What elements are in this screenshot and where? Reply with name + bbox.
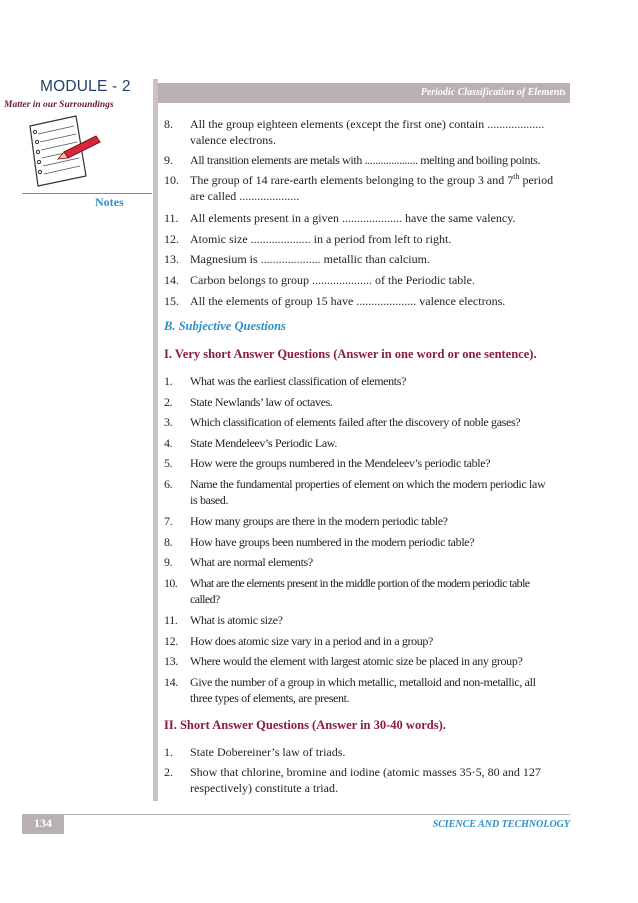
list-item — [164, 476, 574, 508]
item-text-cont: are called .................... — [190, 189, 300, 203]
item-number: 5. — [164, 456, 173, 470]
item-text: All the elements of group 15 have .................... valence electrons. — [190, 294, 506, 308]
item-text: Atomic size .................... in a period from left to right. — [190, 232, 452, 246]
item-number: 11. — [164, 613, 178, 627]
footer-rule — [22, 814, 570, 815]
item-text-cont: called? — [190, 592, 220, 606]
item-text: Where would the element with largest atomic size be placed in any group? — [190, 654, 523, 668]
list-item — [164, 272, 574, 288]
item-number: 13. — [164, 252, 179, 266]
item-text: How many groups are there in the modern periodic table? — [190, 514, 448, 528]
list-item — [164, 172, 574, 204]
item-text-cont: valence electrons. — [190, 133, 276, 147]
item-text: All the group eighteen elements (except the first one) contain ................... — [190, 117, 545, 131]
list-item — [164, 414, 574, 430]
item-number: 1. — [164, 745, 173, 759]
list-item — [164, 435, 574, 451]
list-item — [164, 373, 574, 389]
list-item — [164, 653, 574, 669]
item-number: 8. — [164, 535, 173, 549]
item-text: Carbon belongs to group .................... of the Periodic table. — [190, 273, 475, 287]
item-number: 9. — [164, 555, 173, 569]
item-text — [190, 172, 574, 188]
item-number: 15. — [164, 294, 179, 308]
item-number: 10. — [164, 576, 178, 590]
item-text-cont: three types of elements, are present. — [190, 691, 350, 705]
item-text-cont: respectively) constitute a triad. — [190, 781, 338, 795]
list-item — [164, 455, 574, 471]
list-item — [164, 116, 574, 148]
item-text: All elements present in a given .................... have the same valency. — [190, 211, 516, 225]
list-item — [164, 575, 574, 607]
item-text: Which classification of elements failed after the discovery of noble gases? — [190, 415, 521, 429]
item-text: What are normal elements? — [190, 555, 313, 569]
section-heading-very-short: I. Very short Answer Questions (Answer in one word or one sentence). — [164, 347, 537, 361]
list-item — [164, 744, 574, 760]
item-number: 14. — [164, 273, 179, 287]
item-text: Magnesium is .................... metallic than calcium. — [190, 252, 430, 266]
item-text: Name the fundamental properties of element on which the modern periodic law — [190, 477, 546, 491]
item-text: State Mendeleev’s Periodic Law. — [190, 436, 337, 450]
list-item — [164, 513, 574, 529]
list-item — [164, 764, 574, 796]
item-number: 7. — [164, 514, 173, 528]
item-text-cont: is based. — [190, 493, 229, 507]
item-number: 10. — [164, 173, 179, 187]
item-text: All transition elements are metals with .................... melting and boiling points. — [190, 153, 541, 167]
notes-divider — [22, 193, 152, 194]
list-item — [164, 633, 574, 649]
item-number: 2. — [164, 395, 173, 409]
list-item — [164, 251, 574, 267]
item-text: What is atomic size? — [190, 613, 283, 627]
list-item — [164, 210, 574, 226]
notes-label: Notes — [95, 195, 124, 209]
chapter-title: Periodic Classification of Elements — [420, 87, 566, 98]
margin-divider — [153, 79, 158, 801]
item-number: 13. — [164, 654, 178, 668]
item-text: State Newlands’ law of octaves. — [190, 395, 333, 409]
item-text: How were the groups numbered in the Mendeleev’s periodic table? — [190, 456, 491, 470]
item-number: 9. — [164, 153, 173, 167]
notebook-pencil-icon — [24, 112, 104, 199]
list-item — [164, 612, 574, 628]
book-title: SCIENCE AND TECHNOLOGY — [432, 819, 570, 830]
list-item — [164, 152, 574, 168]
item-number: 1. — [164, 374, 173, 388]
section-heading-subjective: B. Subjective Questions — [164, 319, 286, 333]
superscript: th — [513, 172, 520, 181]
item-text: How does atomic size vary in a period and in a group? — [190, 634, 434, 648]
item-number: 3. — [164, 415, 173, 429]
list-item — [164, 394, 574, 410]
module-subtitle: Matter in our Surroundings — [4, 100, 114, 110]
item-number: 6. — [164, 477, 173, 491]
item-number: 4. — [164, 436, 173, 450]
item-text: State Dobereiner’s law of triads. — [190, 745, 346, 759]
item-number: 8. — [164, 117, 173, 131]
item-text: What was the earliest classification of elements? — [190, 374, 407, 388]
list-item — [164, 293, 574, 309]
item-text-part: The group of 14 rare-earth elements belonging to the group 3 and 7 — [190, 173, 514, 187]
item-number: 12. — [164, 634, 178, 648]
item-text: How have groups been numbered in the modern periodic table? — [190, 535, 475, 549]
item-text: Show that chlorine, bromine and iodine (atomic masses 35·5, 80 and 127 — [190, 765, 541, 779]
list-item — [164, 674, 574, 706]
item-number: 12. — [164, 232, 179, 246]
item-number: 11. — [164, 211, 179, 225]
item-text-part: period — [519, 173, 554, 187]
list-item — [164, 554, 574, 570]
list-item — [164, 231, 574, 247]
module-title: MODULE - 2 — [40, 78, 131, 95]
item-number: 14. — [164, 675, 178, 689]
list-item — [164, 534, 574, 550]
item-text: Give the number of a group in which metallic, metalloid and non-metallic, all — [190, 675, 536, 689]
page-number: 134 — [34, 816, 52, 830]
item-text: What are the elements present in the middle portion of the modern periodic table — [190, 576, 530, 590]
item-number: 2. — [164, 765, 173, 779]
section-heading-short: II. Short Answer Questions (Answer in 30-40 words). — [164, 718, 446, 732]
